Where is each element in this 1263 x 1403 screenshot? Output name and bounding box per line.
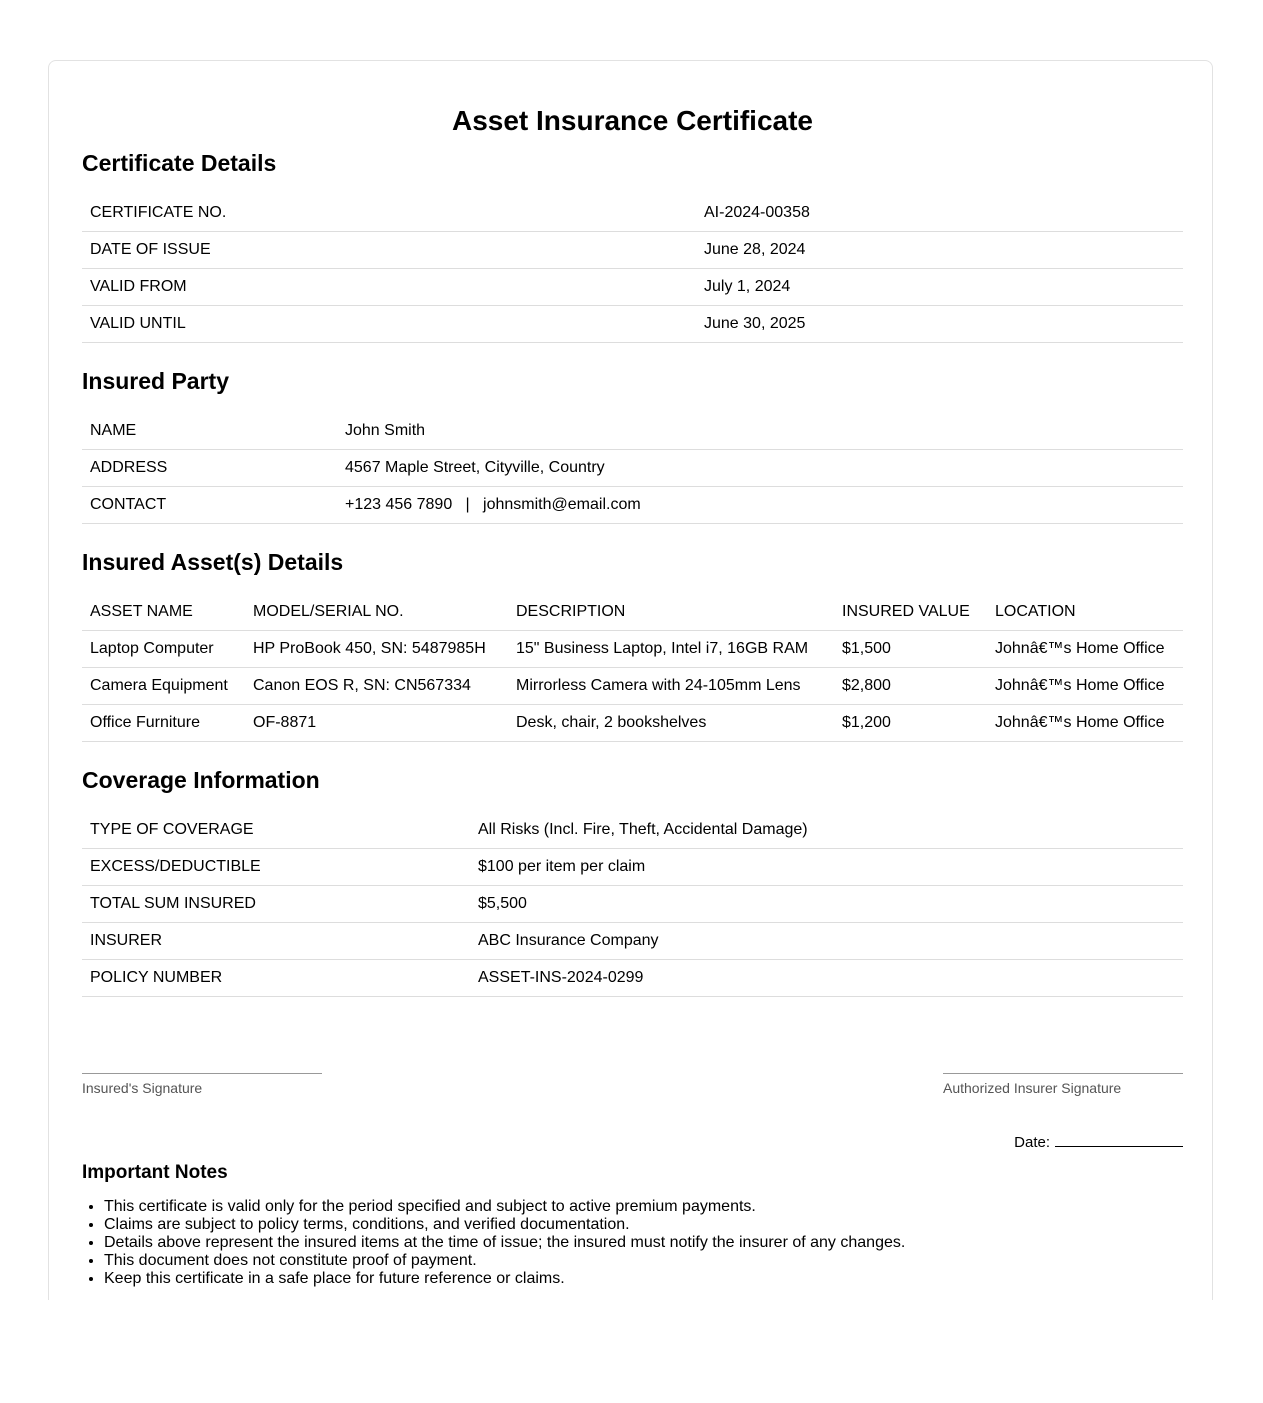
field-label: CONTACT [82, 487, 337, 524]
field-label: POLICY NUMBER [82, 960, 470, 997]
asset-name: Laptop Computer [82, 631, 245, 668]
asset-location: Johnâ€™s Home Office [987, 705, 1183, 742]
insurer-signature-label: Authorized Insurer Signature [943, 1080, 1122, 1096]
table-row [82, 812, 1183, 849]
column-header: DESCRIPTION [508, 594, 834, 631]
asset-description: Mirrorless Camera with 24-105mm Lens [508, 668, 834, 705]
assets-heading: Insured Asset(s) Details [82, 549, 344, 575]
table-row [82, 886, 1183, 923]
field-label: VALID FROM [82, 269, 696, 306]
column-header: ASSET NAME [82, 594, 245, 631]
page-title: Asset Insurance Certificate [451, 105, 814, 136]
notes-list [82, 1198, 1184, 1288]
table-row [82, 705, 1183, 742]
certificate-details-heading: Certificate Details [82, 150, 277, 176]
table-row [82, 487, 1183, 524]
coverage-heading: Coverage Information [82, 767, 320, 793]
insured-contact-value: +123 456 7890 | johnsmith@email.com [337, 487, 1183, 524]
list-item: • Keep this certificate in a safe place for future reference or claims. [104, 1270, 1184, 1288]
table-row [82, 232, 1183, 269]
field-label: INSURER [82, 923, 470, 960]
table-header-row [82, 594, 1183, 631]
assets-table [82, 594, 1183, 742]
table-row [82, 413, 1183, 450]
insured-address-value: 4567 Maple Street, Cityville, Country [337, 450, 1183, 487]
insurer-signature-line [943, 1073, 1183, 1074]
asset-model: OF-8871 [245, 705, 508, 742]
column-header: INSURED VALUE [834, 594, 987, 631]
table-row [82, 306, 1183, 343]
certificate-details-table [82, 195, 1183, 343]
field-label: CERTIFICATE NO. [82, 195, 696, 232]
date-label: Date: [1014, 1134, 1050, 1151]
date-field [1014, 1132, 1183, 1151]
insured-signature-label: Insured's Signature [82, 1080, 203, 1096]
valid-until-value: June 30, 2025 [696, 306, 1183, 343]
certificate-number-value: AI-2024-00358 [696, 195, 1183, 232]
table-row [82, 668, 1183, 705]
notes-heading: Important Notes [82, 1162, 228, 1183]
list-item: • Details above represent the insured items at the time of issue; the insured must notify the insurer of any changes. [104, 1234, 1184, 1252]
insured-name-value: John Smith [337, 413, 1183, 450]
asset-name: Office Furniture [82, 705, 245, 742]
table-row [82, 450, 1183, 487]
asset-description: 15" Business Laptop, Intel i7, 16GB RAM [508, 631, 834, 668]
list-item: • Claims are subject to policy terms, conditions, and verified documentation. [104, 1216, 1184, 1234]
table-row [82, 849, 1183, 886]
column-header: LOCATION [987, 594, 1183, 631]
asset-location: Johnâ€™s Home Office [987, 631, 1183, 668]
field-label: NAME [82, 413, 337, 450]
insured-party-heading: Insured Party [82, 368, 229, 394]
issue-date-value: June 28, 2024 [696, 232, 1183, 269]
asset-location: Johnâ€™s Home Office [987, 668, 1183, 705]
field-label: TYPE OF COVERAGE [82, 812, 470, 849]
field-label: VALID UNTIL [82, 306, 696, 343]
coverage-type-value: All Risks (Incl. Fire, Theft, Accidental Damage) [470, 812, 1183, 849]
field-label: TOTAL SUM INSURED [82, 886, 470, 923]
insured-signature-block [82, 1073, 322, 1096]
insurer-value: ABC Insurance Company [470, 923, 1183, 960]
asset-model: HP ProBook 450, SN: 5487985H [245, 631, 508, 668]
asset-model: Canon EOS R, SN: CN567334 [245, 668, 508, 705]
coverage-table [82, 812, 1183, 997]
asset-value: $1,500 [834, 631, 987, 668]
insured-signature-line [82, 1073, 322, 1074]
date-blank-line [1055, 1132, 1183, 1147]
asset-value: $1,200 [834, 705, 987, 742]
asset-value: $2,800 [834, 668, 987, 705]
table-row [82, 195, 1183, 232]
insurer-signature-block [943, 1073, 1183, 1096]
sum-insured-value: $5,500 [470, 886, 1183, 923]
valid-from-value: July 1, 2024 [696, 269, 1183, 306]
table-row [82, 923, 1183, 960]
field-label: ADDRESS [82, 450, 337, 487]
insured-party-table [82, 413, 1183, 524]
certificate-card [48, 60, 1213, 1300]
asset-description: Desk, chair, 2 bookshelves [508, 705, 834, 742]
list-item: • This document does not constitute proof of payment. [104, 1252, 1184, 1270]
deductible-value: $100 per item per claim [470, 849, 1183, 886]
field-label: EXCESS/DEDUCTIBLE [82, 849, 470, 886]
column-header: MODEL/SERIAL NO. [245, 594, 508, 631]
list-item: • This certificate is valid only for the period specified and subject to active premium payments. [104, 1198, 1184, 1216]
asset-name: Camera Equipment [82, 668, 245, 705]
table-row [82, 960, 1183, 997]
table-row [82, 631, 1183, 668]
field-label: DATE OF ISSUE [82, 232, 696, 269]
policy-number-value: ASSET-INS-2024-0299 [470, 960, 1183, 997]
table-row [82, 269, 1183, 306]
